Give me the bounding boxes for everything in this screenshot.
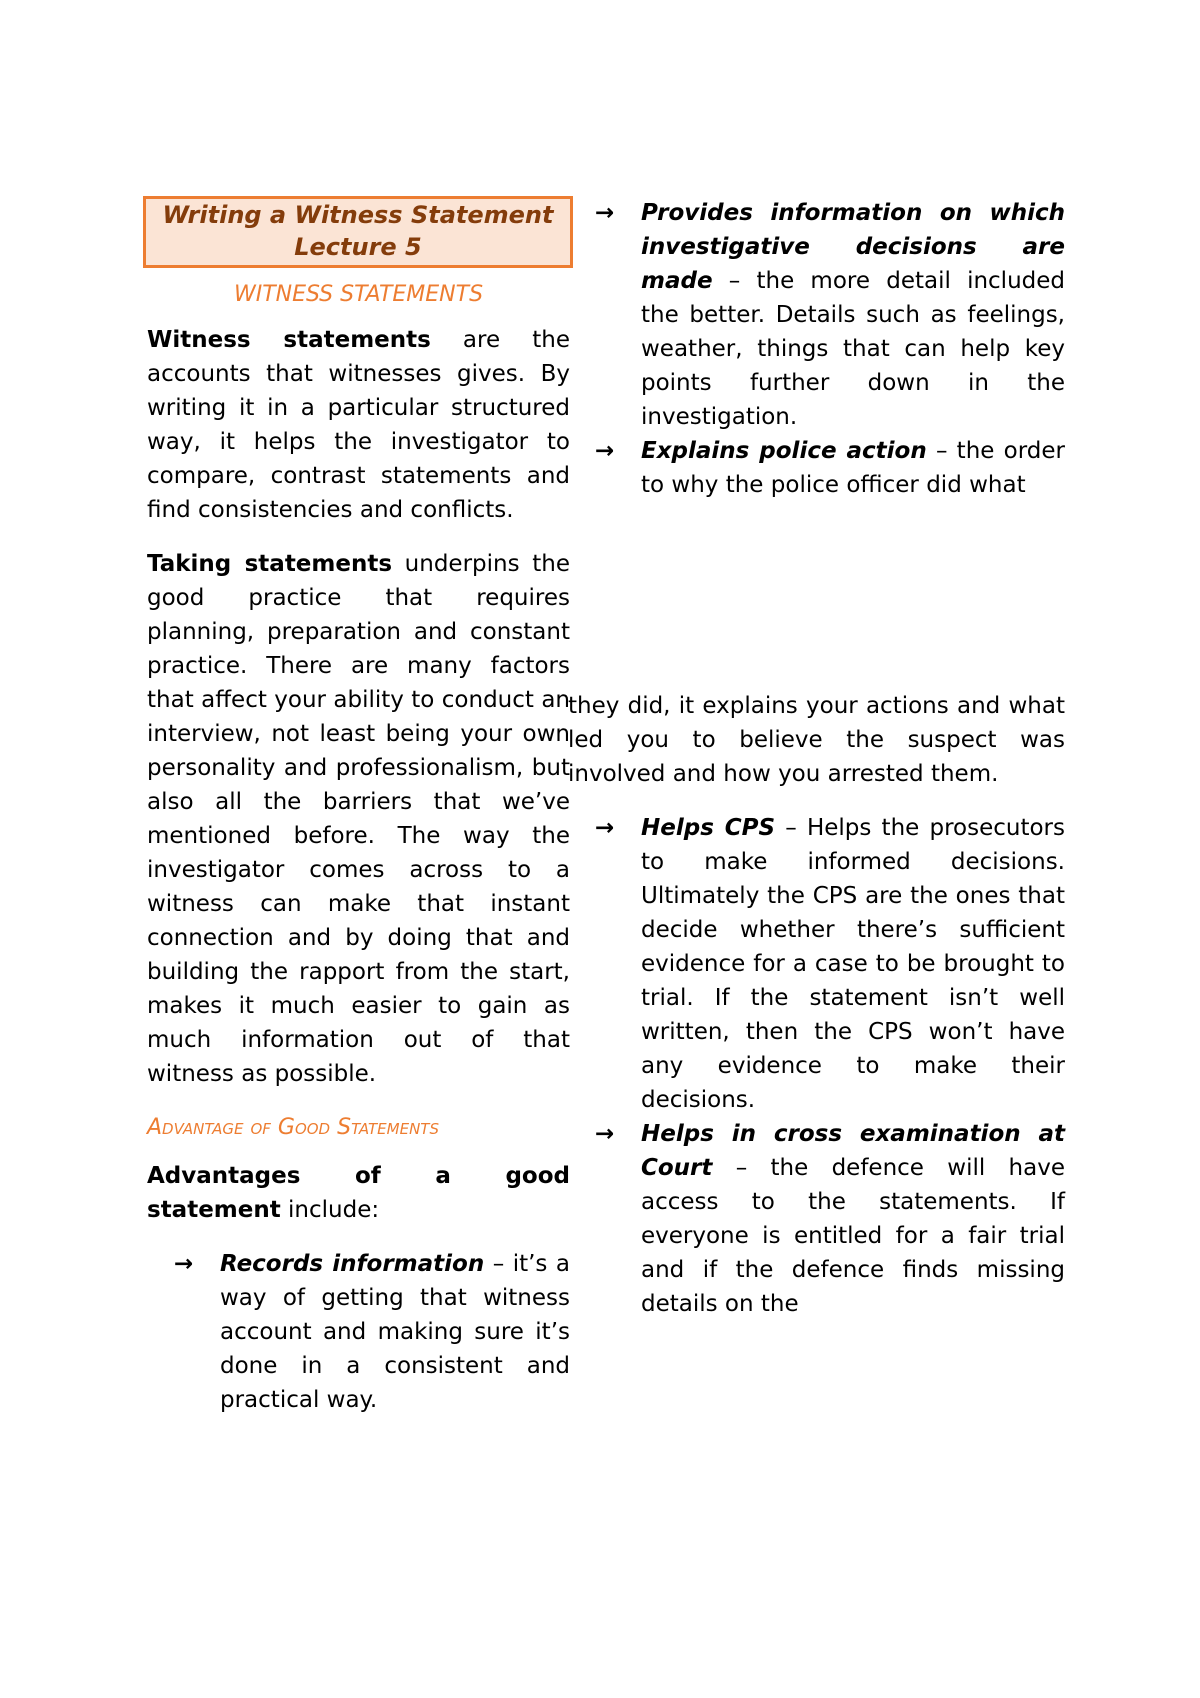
- paragraph-text: are the accounts that witnesses gives. By writing it in a particular structured way, it helps the investigator to compare, contrast statements and find consistencies and conflicts.: [147, 327, 570, 523]
- bullet-lead: Helps in cross examination at Court: [641, 1121, 1065, 1181]
- bullet-provides-information: [568, 196, 1065, 434]
- document-title-box: [143, 196, 573, 268]
- paragraph-lead: Taking statements: [147, 551, 393, 577]
- bullet-text: – the order to why the police officer did what: [641, 438, 1065, 498]
- paragraph-advantages: [147, 1159, 570, 1227]
- column-break-space: [641, 502, 1065, 689]
- bullet-text: – Helps the prosecutors to make informed decisions. Ultimately the CPS are the ones that decide whether there’s sufficient evidence for a case to be brought to trial. If the statement isn’t well written, then the CPS won’t have any evidence to make their decisions.: [641, 815, 1065, 1113]
- bullet-lead: Provides information on which investigative decisions are made: [641, 200, 1065, 294]
- arrow-icon: →: [595, 1121, 615, 1147]
- arrow-icon: →: [595, 438, 615, 464]
- bullet-lead: Records information: [220, 1251, 485, 1277]
- paragraph-text: include:: [280, 1197, 380, 1223]
- right-column: [568, 196, 1065, 1321]
- heading-witness-statements: WITNESS STATEMENTS: [233, 282, 484, 307]
- arrow-icon: →: [595, 200, 615, 226]
- paragraph-text: underpins the good practice that requires planning, preparation and constant practice. There are many factors that affect your ability to conduct an interview, not least being your own personality and professionalism, but also all the barriers that we’ve mentioned before. The way the investigator comes across to a witness can make that instant connection and by doing that and building the rapport from the start, makes it much easier to gain as much information out of that witness as possible.: [147, 551, 570, 1087]
- bullet-explains-police-action: [568, 434, 1065, 502]
- bullet-helps-cps: [568, 811, 1065, 1117]
- bullet-text: – the more detail included the better. Details such as feelings, weather, things that can help key points further down in the investigation.: [641, 268, 1065, 430]
- bullet-lead: Helps CPS: [641, 815, 776, 841]
- paragraph-witness-statements: [147, 323, 570, 527]
- bullet-cross-examination: [568, 1117, 1065, 1321]
- paragraph-lead: Witness statements: [147, 327, 431, 353]
- paragraph-lead: Advantages of a good statement: [147, 1163, 570, 1223]
- document-title: Writing a Witness Statement: [162, 201, 554, 229]
- paragraph-taking-statements: [147, 547, 570, 1091]
- paragraph-continuation: they did, it explains your actions and what led you to believe the suspect was involved and how you arrested them.: [568, 693, 1065, 787]
- bullet-text: – it’s a way of getting that witness account and making sure it’s done in a consistent and practical way.: [220, 1251, 570, 1413]
- left-column: [147, 196, 570, 1417]
- arrow-icon: →: [595, 815, 615, 841]
- arrow-icon: →: [174, 1251, 194, 1277]
- lecture-number: Lecture 5: [294, 233, 422, 261]
- heading-advantage: Advantage of Good Statements: [147, 1115, 439, 1140]
- bullet-records-information: [147, 1247, 570, 1417]
- bullet-text: – the defence will have access to the statements. If everyone is entitled for a fair trial and if the defence finds missing details on the: [641, 1155, 1065, 1317]
- bullet-lead: Explains police action: [641, 438, 927, 464]
